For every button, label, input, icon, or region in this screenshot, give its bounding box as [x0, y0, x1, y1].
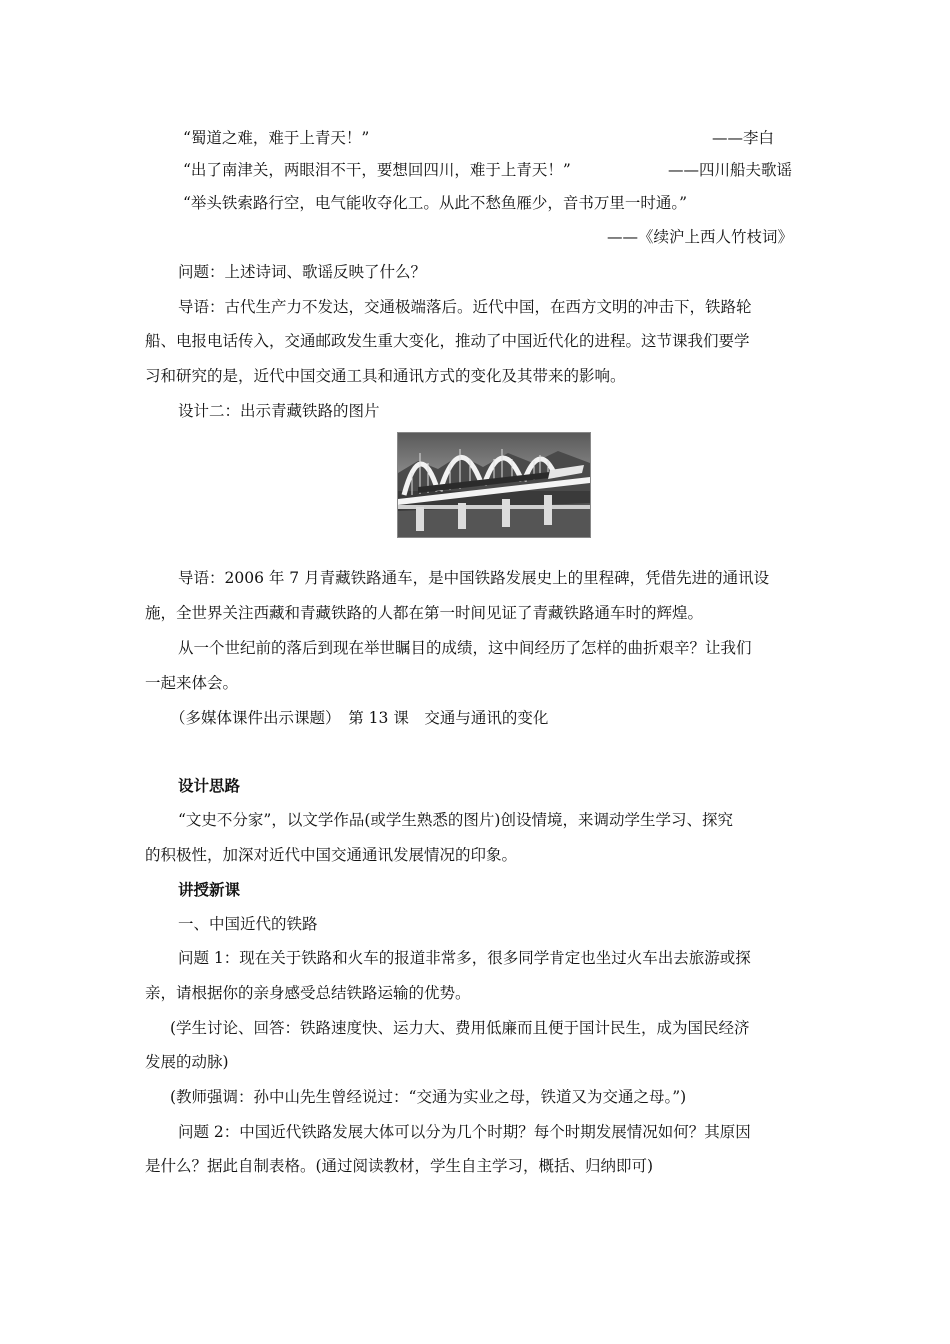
experience-line-1: 从一个世纪前的落后到现在举世瞩目的成绩，这中间经历了怎样的曲折艰辛？让我们 [178, 639, 752, 657]
section-heading: 一、中国近代的铁路 [178, 915, 318, 933]
question1-line-2: 亲，请根据你的亲身感受总结铁路运输的优势。 [145, 984, 471, 1002]
question-intro: 问题：上述诗词、歌谣反映了什么？ [178, 263, 427, 281]
quote-1: “蜀道之难，难于上青天！” [183, 129, 370, 147]
lesson-title: （多媒体课件出示课题） 第 13 课 交通与通讯的变化 [170, 709, 549, 727]
design-idea-heading: 设计思路 [178, 776, 241, 795]
new-lesson-heading: 讲授新课 [178, 880, 241, 899]
answer1-line-2: 发展的动脉) [145, 1053, 229, 1071]
design-two: 设计二：出示青藏铁路的图片 [178, 402, 380, 420]
quote-1-source: ——李白 [712, 129, 775, 147]
question1-line-1: 问题 1：现在关于铁路和火车的报道非常多，很多同学肯定也坐过火车出去旅游或探 [178, 949, 751, 967]
design-idea-line-2: 的积极性，加深对近代中国交通通讯发展情况的印象。 [145, 846, 518, 864]
qinghai-tibet-railway-photo [397, 432, 591, 538]
quote-3-source: ——《续沪上西人竹枝词》 [607, 228, 794, 246]
quote-2: “出了南津关，两眼泪不干，要想回四川，难于上青天！” [183, 161, 571, 179]
question2-line-1: 问题 2：中国近代铁路发展大体可以分为几个时期？每个时期发展情况如何？其原因 [178, 1123, 751, 1141]
railway-bridge-image [398, 433, 590, 537]
lead2-line-1: 导语：2006 年 7 月青藏铁路通车，是中国铁路发展史上的里程碑，凭借先进的通讯设 [178, 569, 770, 587]
lead1-line-2: 船、电报电话传入，交通邮政发生重大变化，推动了中国近代化的进程。这节课我们要学 [145, 332, 750, 350]
design-idea-line-1: “文史不分家”，以文学作品(或学生熟悉的图片)创设情境，来调动学生学习、探究 [178, 811, 733, 829]
answer1-line-1: (学生讨论、回答：铁路速度快、运力大、费用低廉而且便于国计民生，成为国民经济 [170, 1019, 750, 1037]
lead2-line-2: 施，全世界关注西藏和青藏铁路的人都在第一时间见证了青藏铁路通车时的辉煌。 [145, 604, 704, 622]
teacher-note: (教师强调：孙中山先生曾经说过：“交通为实业之母，铁道又为交通之母。”) [170, 1088, 687, 1106]
experience-line-2: 一起来体会。 [145, 674, 239, 692]
question2-line-2: 是什么？据此自制表格。(通过阅读教材，学生自主学习，概括、归纳即可) [145, 1157, 654, 1175]
quote-3: “举头铁索路行空，电气能收夺化工。从此不愁鱼雁少，音书万里一时通。” [183, 194, 688, 212]
lead1-line-1: 导语：古代生产力不发达，交通极端落后。近代中国，在西方文明的冲击下，铁路轮 [178, 298, 752, 316]
quote-2-source: ——四川船夫歌谣 [668, 161, 793, 179]
lead1-line-3: 习和研究的是，近代中国交通工具和通讯方式的变化及其带来的影响。 [145, 367, 626, 385]
